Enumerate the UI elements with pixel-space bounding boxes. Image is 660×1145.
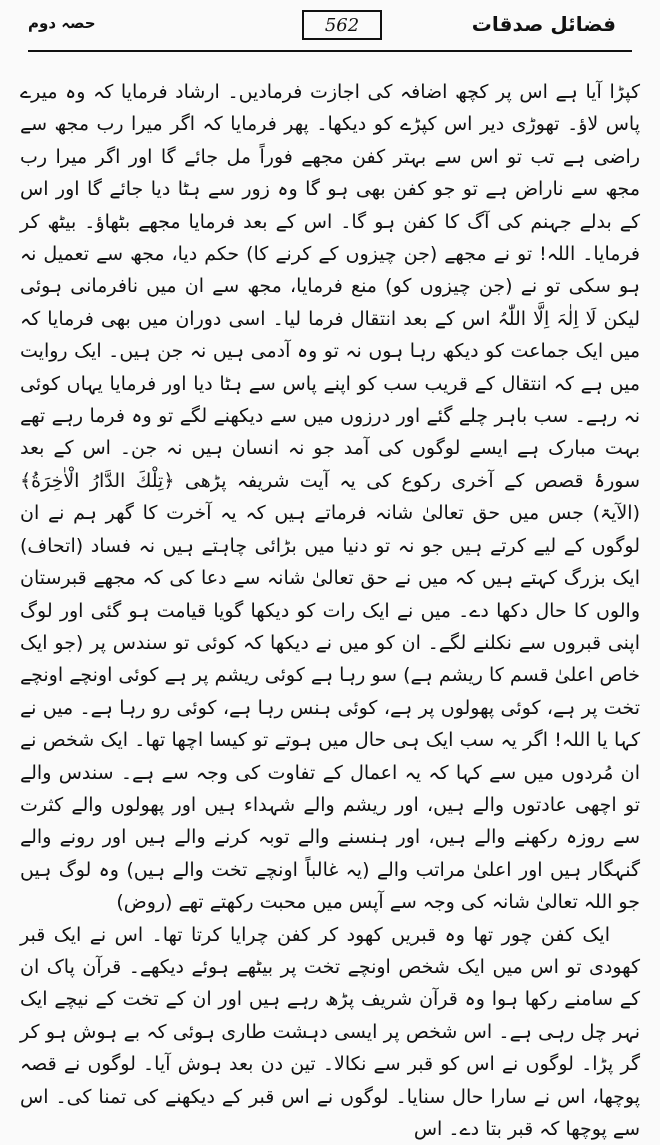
section-label: حصہ دوم — [28, 14, 96, 32]
book-title: فضائل صدقات — [471, 12, 616, 36]
body-text — [14, 76, 646, 1145]
page-header — [14, 0, 646, 56]
paragraph: کپڑا آیا ہے اس پر کچھ اضافہ کی اجازت فرمادیں۔ ارشاد فرمایا کہ وہ میرے پاس لاؤ۔ تھوڑی دیر اس کپڑے کو دیکھا۔ پھر فرمایا کہ اگر میرا رب مجھ سے راضی ہے تب تو اس سے بہتر کفن مجھے فوراً مل جائے گا اور اگر میرا رب مجھ سے ناراض ہے تو جو کفن بھی ہو گا وہ زور سے ہٹا دیا جائے گا اور اس کے بدلے جہنم کی آگ کا کفن ہو گا۔ اس کے بعد فرمایا مجھے بٹھاؤ۔ بیٹھ کر فرمایا۔ اللہ! تو نے مجھے (جن چیزوں کے کرنے کا) حکم دیا، مجھ سے تعمیل نہ ہو سکی تو نے (جن چیزوں کو) منع فرمایا، مجھ سے ان میں نافرمانی ہوئی لیکن لَا اِلٰہَ اِلَّا اللّٰہُ اس کے بعد انتقال فرما لیا۔ اسی دوران میں بھی فرمایا کہ میں ایک جماعت کو دیکھ رہا ہوں نہ تو وہ آدمی ہیں نہ جن ہیں۔ ایک روایت میں ہے کہ انتقال کے قریب سب کو اپنے پاس سے ہٹا دیا اور فرمایا یہاں کوئی نہ رہے۔ سب باہر چلے گئے اور درزوں میں سے دیکھنے لگے تو وہ فرما رہے تھے بہت مبارک ہے ایسے لوگوں کی آمد جو نہ انسان ہیں نہ جن۔ اس کے بعد سورۂ قصص کے آخری رکوع کی یہ آیت شریفہ پڑھی ﴿تِلْكَ الدَّارُ الْاٰخِرَةُ﴾ (الآیۃ) جس میں حق تعالیٰ شانہ فرماتے ہیں کہ یہ آخرت کا گھر ہم نے ان لوگوں کے لیے کرتے ہیں جو نہ تو دنیا میں بڑائی چاہتے ہیں نہ فساد (اتحاف) ایک بزرگ کہتے ہیں کہ میں نے حق تعالیٰ شانہ سے دعا کی کہ مجھے قبرستان والوں کا حال دکھا دے۔ میں نے ایک رات کو دیکھا گویا قیامت ہو گئی اور لوگ اپنی قبروں سے نکلنے لگے۔ ان کو میں نے دیکھا کہ کوئی تو سندس پر (جو ایک خاص اعلیٰ قسم کا ریشم ہے) سو رہا ہے کوئی ریشم پر ہے کوئی اونچے اونچے تخت پر ہے، کوئی پھولوں پر ہے، کوئی ہنس رہا ہے، کوئی رو رہا ہے۔ میں نے کہا یا اللہ! اگر یہ سب ایک ہی حال میں ہوتے تو کیسا اچھا تھا۔ ایک شخص نے ان مُردوں میں سے کہا کہ یہ اعمال کے تفاوت کی وجہ سے ہے۔ سندس والے تو اچھی عادتوں والے ہیں، اور ریشم والے شہداء ہیں اور پھولوں والے کثرت سے روزہ رکھنے والے ہیں، اور ہنسنے والے توبہ کرنے والے ہیں اور رونے والے گنہگار ہیں اور اعلیٰ مراتب والے (یہ غالباً اونچے تخت والے ہیں) وہ لوگ ہیں جو اللہ تعالیٰ شانہ کی وجہ سے آپس میں محبت رکھتے تھے (روض) — [20, 81, 640, 914]
header-rule — [28, 50, 632, 52]
paragraph: ایک کفن چور تھا وہ قبریں کھود کر کفن چرایا کرتا تھا۔ اس نے ایک قبر کھودی تو اس میں ایک شخص اونچے تخت پر بیٹھے ہوئے دیکھے۔ قرآن پاک ان کے سامنے رکھا ہوا وہ قرآن شریف پڑھ رہے ہیں اور ان کے تخت کے نیچے ایک نہر چل رہی ہے۔ اس شخص پر ایسی دہشت طاری ہوئی کہ بے ہوش ہو کر گر پڑا۔ لوگوں نے اس کو قبر سے نکالا۔ تین دن بعد ہوش آیا۔ لوگوں نے قصہ پوچھا، اس نے سارا حال سنایا۔ لوگوں نے اس قبر کے دیکھنے کی تمنا کی۔ اس سے پوچھا کہ قبر بتا دے۔ اس — [20, 923, 640, 1140]
page-number: 562 — [302, 10, 382, 40]
